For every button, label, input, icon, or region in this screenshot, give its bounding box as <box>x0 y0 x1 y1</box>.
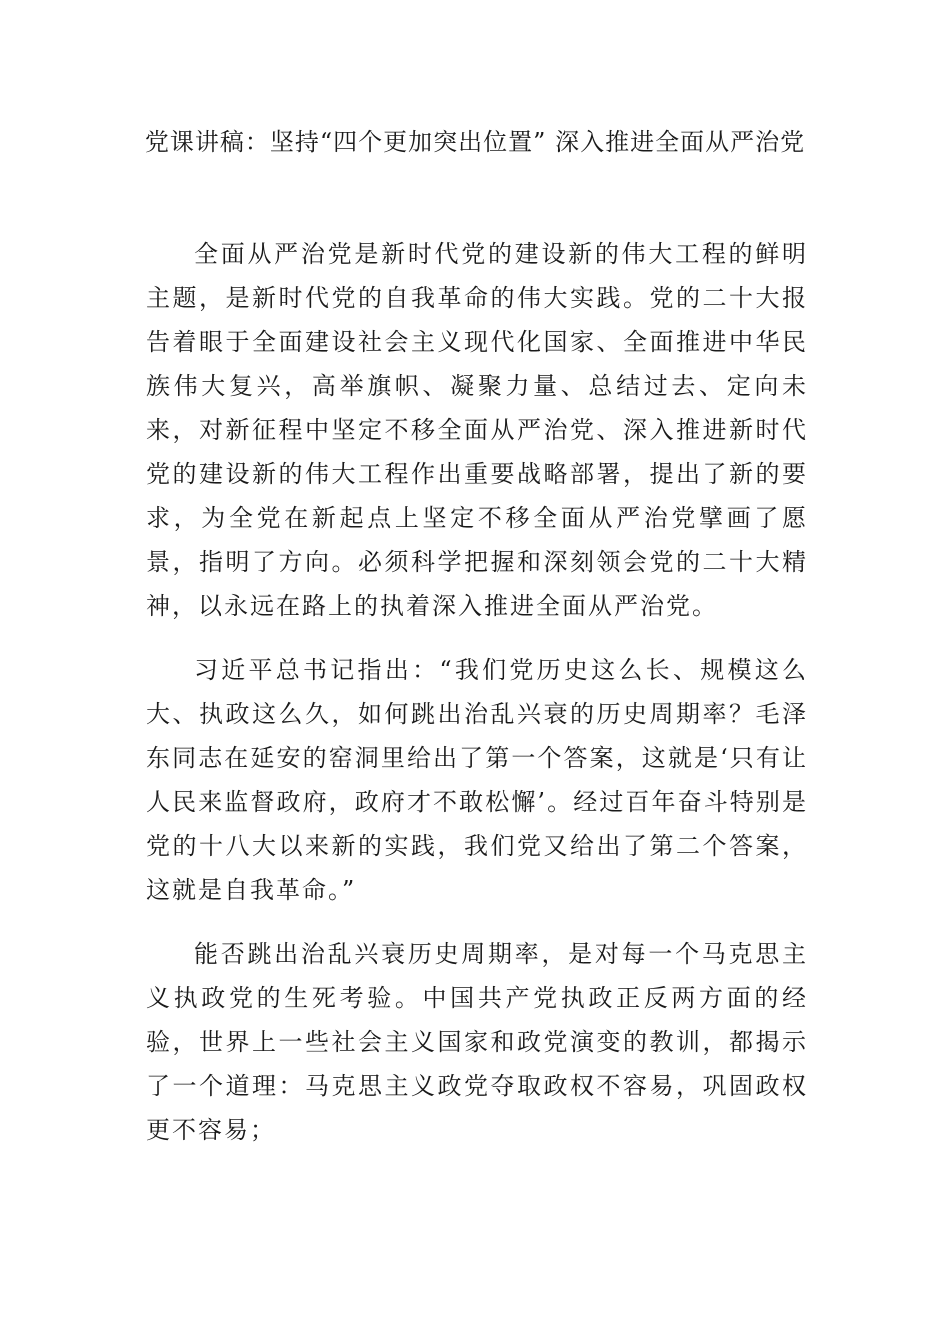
document-title: 党课讲稿：坚持“四个更加突出位置” 深入推进全面从严治党 <box>144 128 806 156</box>
document-body <box>146 232 808 1172</box>
paragraph-1: 全面从严治党是新时代党的建设新的伟大工程的鲜明主题，是新时代党的自我革命的伟大实践。党的二十大报告着眼于全面建设社会主义现代化国家、全面推进中华民族伟大复兴，高举旗帜、凝聚力量、总结过去、定向未来，对新征程中坚定不移全面从严治党、深入推进新时代党的建设新的伟大工程作出重要战略部署，提出了新的要求，为全党在新起点上坚定不移全面从严治党擘画了愿景，指明了方向。必须科学把握和深刻领会党的二十大精神，以永远在路上的执着深入推进全面从严治党。 <box>146 240 808 620</box>
paragraph-3: 能否跳出治乱兴衰历史周期率，是对每一个马克思主义执政党的生死考验。中国共产党执政正反两方面的经验，世界上一些社会主义国家和政党演变的教训，都揭示了一个道理：马克思主义政党夺取政权不容易，巩固政权更不容易； <box>146 940 808 1144</box>
paragraph-2: 习近平总书记指出：“我们党历史这么长、规模这么大、执政这么久，如何跳出治乱兴衰的历史周期率？毛泽东同志在延安的窑洞里给出了第一个答案，这就是‘只有让人民来监督政府，政府才不敢松懈’。经过百年奋斗特别是党的十八大以来新的实践，我们党又给出了第二个答案，这就是自我革命。” <box>146 656 808 904</box>
